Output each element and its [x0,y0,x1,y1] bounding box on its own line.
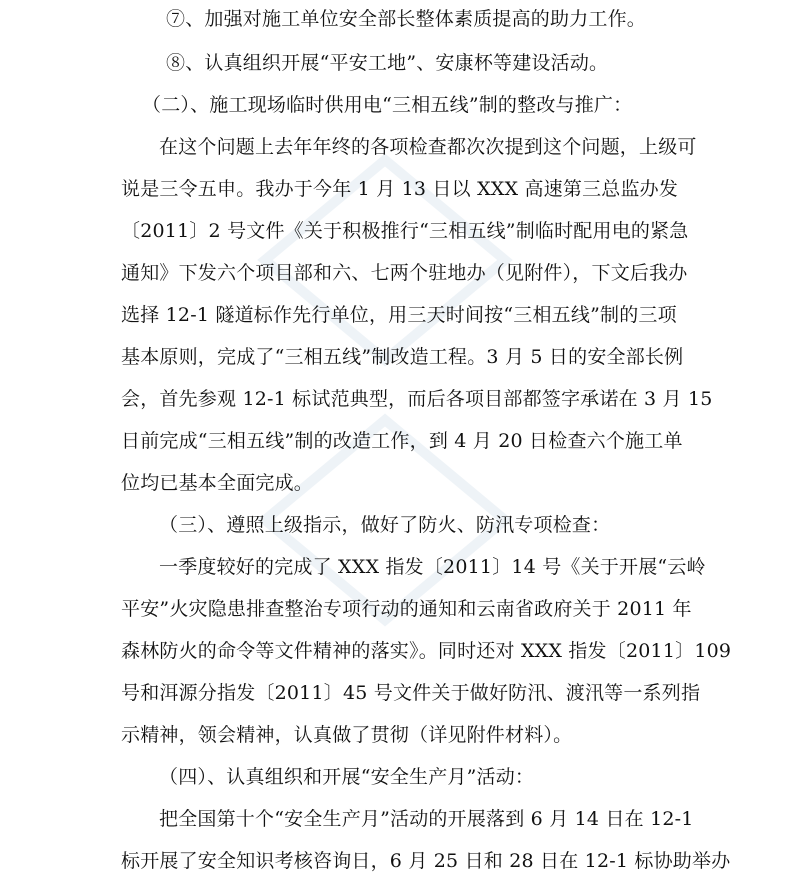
text-line-1: ⑦、加强对施工单位安全部长整体素质提高的助力工作。 [166,8,647,30]
text-line-16: 森林防火的命令等文件精神的落实》。同时还对 XXX 指发〔2011〕109 [121,640,732,662]
text-line-17: 号和洱源分指发〔2011〕45 号文件关于做好防汛、渡汛等一系列指 [121,682,701,704]
text-line-9: 基本原则，完成了“三相五线”制改造工程。3 月 5 日的安全部长例 [121,346,684,368]
text-line-2: ⑧、认真组织开展“平安工地”、安康杯等建设活动。 [166,52,609,74]
text-line-15: 平安”火灾隐患排查整治专项行动的通知和云南省政府关于 2011 年 [121,598,692,620]
text-line-11: 日前完成“三相五线”制的改造工作，到 4 月 20 日检查六个施工单 [121,430,683,452]
text-line-8: 选择 12-1 隧道标作先行单位，用三天时间按“三相五线”制的三项 [121,304,677,326]
text-line-12: 位均已基本全面完成。 [121,472,314,494]
text-line-21: 标开展了安全知识考核咨询日，6 月 25 日和 28 日在 12-1 标协助举办 [121,850,731,872]
text-line-20: 把全国第十个“安全生产月”活动的开展落到 6 月 14 日在 12-1 [159,808,694,830]
text-line-18: 示精神，领会精神，认真做了贯彻（详见附件材料）。 [121,724,573,746]
section-heading-4: （四）、认真组织和开展“安全生产月”活动： [159,766,535,788]
section-heading-2: （二）、施工现场临时供用电“三相五线”制的整改与推广： [142,94,633,116]
text-line-5: 说是三令五申。我办于今年 1 月 13 日以 XXX 高速第三总监办发 [121,178,679,200]
text-line-6: 〔2011〕2 号文件《关于积极推行“三相五线”制临时配用电的紧急 [121,220,689,242]
text-line-4: 在这个问题上去年年终的各项检查都次次提到这个问题，上级可 [159,136,697,158]
text-line-7: 通知》下发六个项目部和六、七两个驻地办（见附件），下文后我办 [121,262,688,284]
text-line-10: 会，首先参观 12-1 标试范典型，而后各项目部都签字承诺在 3 月 15 [121,388,713,410]
text-line-14: 一季度较好的完成了 XXX 指发〔2011〕14 号《关于开展“云岭 [159,556,706,578]
section-heading-3: （三）、遵照上级指示，做好了防火、防汛专项检查： [159,514,611,536]
